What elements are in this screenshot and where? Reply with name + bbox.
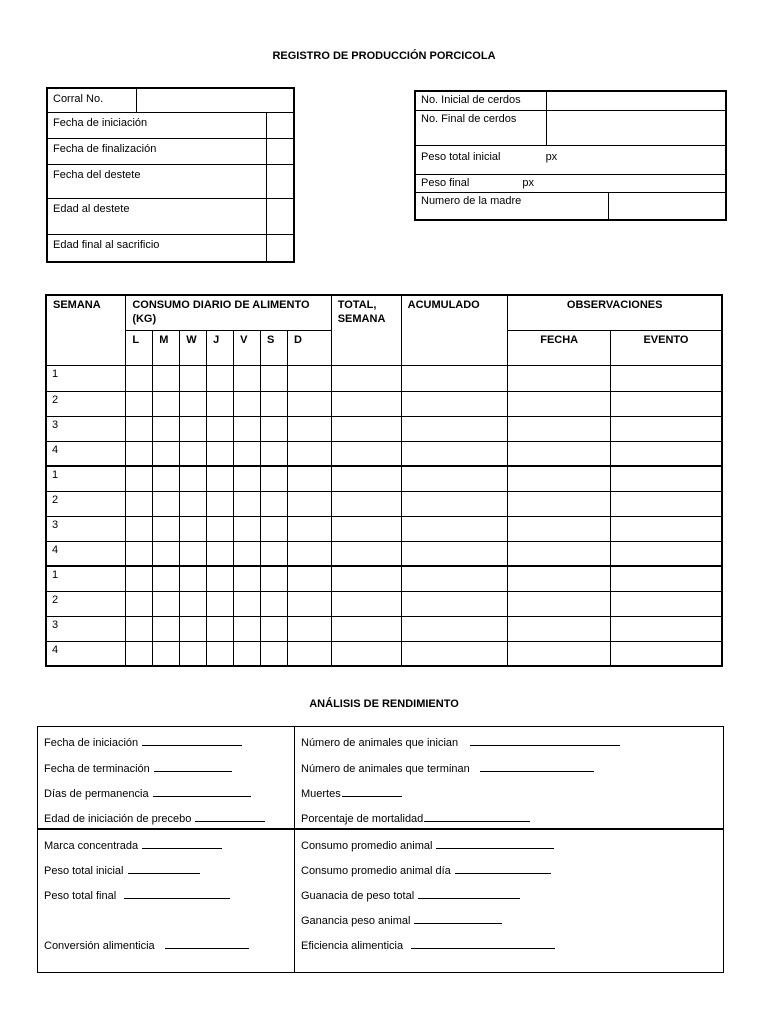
entry-cell[interactable] <box>126 466 153 491</box>
evento-header: EVENTO <box>610 330 722 365</box>
entry-cell[interactable] <box>287 416 331 441</box>
entry-cell[interactable] <box>331 641 401 666</box>
analysis-animales-inician-label: Número de animales que inician <box>301 737 459 749</box>
analysis-fecha-terminacion-label: Fecha de terminación <box>44 763 150 775</box>
peso-final-label: Peso final <box>421 176 470 189</box>
entry-cell[interactable] <box>508 416 611 441</box>
inicial-cerdos-label: No. Inicial de cerdos <box>415 91 547 110</box>
table-row <box>46 541 722 566</box>
entry-cell[interactable] <box>153 391 180 416</box>
entry-cell[interactable] <box>126 641 153 666</box>
entry-cell[interactable] <box>234 416 261 441</box>
fecha-finalizacion-label: Fecha de finalización <box>47 138 266 164</box>
analysis-guanacia-peso-total[interactable] <box>301 889 520 902</box>
fecha-finalizacion-value-cell[interactable] <box>266 138 294 164</box>
entry-cell[interactable] <box>401 391 508 416</box>
analysis-box <box>37 726 724 973</box>
entry-cell[interactable] <box>261 591 288 616</box>
week-number-cell: 2 <box>46 491 126 516</box>
analysis-marca-concentrada-label: Marca concentrada <box>44 840 139 852</box>
entry-cell[interactable] <box>261 516 288 541</box>
entry-cell[interactable] <box>331 416 401 441</box>
entry-cell[interactable] <box>508 441 611 466</box>
entry-cell[interactable] <box>287 441 331 466</box>
analysis-fecha-iniciacion-label: Fecha de iniciación <box>44 737 139 749</box>
entry-cell[interactable] <box>207 566 234 591</box>
entry-cell[interactable] <box>287 491 331 516</box>
entry-cell[interactable] <box>401 441 508 466</box>
day-header-j: J <box>207 330 234 365</box>
entry-cell[interactable] <box>261 641 288 666</box>
week-number-cell: 3 <box>46 516 126 541</box>
table-row <box>46 516 722 541</box>
page-title: REGISTRO DE PRODUCCIÓN PORCICOLA <box>272 50 496 62</box>
entry-cell[interactable] <box>401 491 508 516</box>
entry-cell[interactable] <box>207 641 234 666</box>
entry-cell[interactable] <box>610 541 722 566</box>
entry-cell[interactable] <box>234 541 261 566</box>
entry-cell[interactable] <box>207 616 234 641</box>
analysis-peso-total-final-label: Peso total final <box>44 890 117 902</box>
entry-cell[interactable] <box>287 516 331 541</box>
entry-cell[interactable] <box>180 416 207 441</box>
entry-cell[interactable] <box>126 541 153 566</box>
entry-cell[interactable] <box>287 391 331 416</box>
entry-cell[interactable] <box>180 441 207 466</box>
entry-cell[interactable] <box>153 491 180 516</box>
entry-cell[interactable] <box>234 365 261 391</box>
analysis-fecha-iniciacion[interactable] <box>44 736 242 749</box>
entry-cell[interactable] <box>508 466 611 491</box>
entry-cell[interactable] <box>331 616 401 641</box>
analysis-peso-total-inicial[interactable] <box>44 864 200 877</box>
entry-cell[interactable] <box>234 566 261 591</box>
analysis-porcentaje-mortalidad-label: Porcentaje de mortalidad <box>301 813 424 825</box>
entry-cell[interactable] <box>261 466 288 491</box>
analysis-edad-precebo-label: Edad de iniciación de precebo <box>44 813 192 825</box>
peso-final-cell[interactable] <box>415 174 726 192</box>
entry-cell[interactable] <box>401 541 508 566</box>
entry-cell[interactable] <box>401 616 508 641</box>
week-number-cell: 4 <box>46 541 126 566</box>
entry-cell[interactable] <box>401 466 508 491</box>
week-number-cell: 1 <box>46 466 126 491</box>
inicial-cerdos-value-cell[interactable] <box>547 91 727 110</box>
entry-cell[interactable] <box>331 466 401 491</box>
week-number-cell: 3 <box>46 616 126 641</box>
analysis-muertes[interactable] <box>301 787 402 800</box>
corral-value-cell[interactable] <box>137 88 295 112</box>
entry-cell[interactable] <box>126 365 153 391</box>
analysis-consumo-promedio-dia-label: Consumo promedio animal día <box>301 865 451 877</box>
entry-cell[interactable] <box>153 416 180 441</box>
entry-cell[interactable] <box>401 566 508 591</box>
analysis-eficiencia-alimenticia[interactable] <box>301 939 555 952</box>
entry-cell[interactable] <box>261 491 288 516</box>
entry-cell[interactable] <box>126 441 153 466</box>
analysis-ganancia-peso-animal-label: Ganancia peso animal <box>301 915 411 927</box>
entry-cell[interactable] <box>287 641 331 666</box>
fecha-header: FECHA <box>508 330 611 365</box>
entry-cell[interactable] <box>180 391 207 416</box>
entry-cell[interactable] <box>261 541 288 566</box>
entry-cell[interactable] <box>287 365 331 391</box>
analysis-porcentaje-mortalidad[interactable] <box>301 812 530 825</box>
entry-cell[interactable] <box>331 491 401 516</box>
entry-cell[interactable] <box>153 441 180 466</box>
peso-inicial-unit: px <box>545 150 558 163</box>
entry-cell[interactable] <box>234 466 261 491</box>
entry-cell[interactable] <box>331 516 401 541</box>
production-info-table <box>46 87 295 263</box>
entry-cell[interactable] <box>287 591 331 616</box>
entry-cell[interactable] <box>153 591 180 616</box>
week-number-cell: 1 <box>46 365 126 391</box>
entry-cell[interactable] <box>153 566 180 591</box>
entry-cell[interactable] <box>508 616 611 641</box>
entry-cell[interactable] <box>153 516 180 541</box>
week-number-cell: 4 <box>46 641 126 666</box>
entry-cell[interactable] <box>180 566 207 591</box>
table-row <box>46 616 722 641</box>
entry-cell[interactable] <box>207 391 234 416</box>
entry-cell[interactable] <box>207 591 234 616</box>
edad-sacrificio-label: Edad final al sacrificio <box>47 234 266 262</box>
entry-cell[interactable] <box>610 591 722 616</box>
entry-cell[interactable] <box>610 466 722 491</box>
entry-cell[interactable] <box>261 416 288 441</box>
edad-destete-value-cell[interactable] <box>266 198 294 234</box>
entry-cell[interactable] <box>153 641 180 666</box>
entry-cell[interactable] <box>126 616 153 641</box>
entry-cell[interactable] <box>508 491 611 516</box>
table-row <box>46 416 722 441</box>
analysis-consumo-promedio-dia[interactable] <box>301 864 551 877</box>
entry-cell[interactable] <box>331 441 401 466</box>
entry-cell[interactable] <box>234 391 261 416</box>
entry-cell[interactable] <box>207 491 234 516</box>
entry-cell[interactable] <box>126 566 153 591</box>
entry-cell[interactable] <box>508 391 611 416</box>
day-header-v: V <box>234 330 261 365</box>
analysis-edad-precebo[interactable] <box>44 812 265 825</box>
entry-cell[interactable] <box>331 541 401 566</box>
entry-cell[interactable] <box>508 516 611 541</box>
entry-cell[interactable] <box>508 566 611 591</box>
entry-cell[interactable] <box>180 541 207 566</box>
pig-count-table <box>414 90 727 221</box>
entry-cell[interactable] <box>234 491 261 516</box>
entry-cell[interactable] <box>331 391 401 416</box>
peso-inicial-label: Peso total inicial <box>421 150 501 163</box>
analysis-peso-total-inicial-label: Peso total inicial <box>44 865 124 877</box>
entry-cell[interactable] <box>261 616 288 641</box>
entry-cell[interactable] <box>401 516 508 541</box>
entry-cell[interactable] <box>180 591 207 616</box>
entry-cell[interactable] <box>508 641 611 666</box>
entry-cell[interactable] <box>180 365 207 391</box>
entry-cell[interactable] <box>234 616 261 641</box>
entry-cell[interactable] <box>207 441 234 466</box>
entry-cell[interactable] <box>508 365 611 391</box>
entry-cell[interactable] <box>610 566 722 591</box>
entry-cell[interactable] <box>234 441 261 466</box>
day-header-w: W <box>180 330 207 365</box>
madre-label: Numero de la madre <box>415 192 608 220</box>
consumo-header: CONSUMO DIARIO DE ALIMENTO (KG) <box>126 295 331 330</box>
entry-cell[interactable] <box>234 516 261 541</box>
entry-cell[interactable] <box>401 591 508 616</box>
entry-cell[interactable] <box>126 516 153 541</box>
weekly-consumption-table <box>45 294 723 667</box>
entry-cell[interactable] <box>261 391 288 416</box>
table-row <box>46 466 722 491</box>
entry-cell[interactable] <box>180 616 207 641</box>
entry-cell[interactable] <box>401 365 508 391</box>
entry-cell[interactable] <box>261 566 288 591</box>
entry-cell[interactable] <box>287 566 331 591</box>
madre-value-cell[interactable] <box>608 192 726 220</box>
day-header-l: L <box>126 330 153 365</box>
entry-cell[interactable] <box>207 516 234 541</box>
week-number-cell: 4 <box>46 441 126 466</box>
entry-cell[interactable] <box>234 591 261 616</box>
table-row <box>46 591 722 616</box>
analysis-eficiencia-alimenticia-label: Eficiencia alimenticia <box>301 940 404 952</box>
table-row <box>46 566 722 591</box>
corral-label: Corral No. <box>47 88 137 112</box>
table-row <box>46 391 722 416</box>
entry-cell[interactable] <box>126 391 153 416</box>
entry-cell[interactable] <box>508 591 611 616</box>
analysis-animales-terminan-label: Número de animales que terminan <box>301 763 470 775</box>
entry-cell[interactable] <box>287 616 331 641</box>
entry-cell[interactable] <box>610 616 722 641</box>
entry-cell[interactable] <box>153 616 180 641</box>
fecha-iniciacion-label: Fecha de iniciación <box>47 112 266 138</box>
edad-sacrificio-value-cell[interactable] <box>266 234 294 262</box>
entry-cell[interactable] <box>261 441 288 466</box>
week-number-cell: 1 <box>46 566 126 591</box>
entry-cell[interactable] <box>207 416 234 441</box>
entry-cell[interactable] <box>126 416 153 441</box>
entry-cell[interactable] <box>126 491 153 516</box>
entry-cell[interactable] <box>610 516 722 541</box>
entry-cell[interactable] <box>401 641 508 666</box>
entry-cell[interactable] <box>153 365 180 391</box>
analysis-ganancia-peso-animal[interactable] <box>301 914 502 927</box>
entry-cell[interactable] <box>180 641 207 666</box>
final-cerdos-value-cell[interactable] <box>547 110 727 145</box>
day-header-s: S <box>261 330 288 365</box>
entry-cell[interactable] <box>508 541 611 566</box>
day-header-d: D <box>287 330 331 365</box>
analysis-marca-concentrada[interactable] <box>44 839 222 852</box>
entry-cell[interactable] <box>261 365 288 391</box>
entry-cell[interactable] <box>610 491 722 516</box>
analysis-consumo-promedio-label: Consumo promedio animal <box>301 840 433 852</box>
table-row <box>46 365 722 391</box>
fecha-iniciacion-value-cell[interactable] <box>266 112 294 138</box>
fecha-destete-label: Fecha del destete <box>47 164 266 198</box>
entry-cell[interactable] <box>331 591 401 616</box>
acumulado-header: ACUMULADO <box>401 295 508 365</box>
edad-destete-label: Edad al destete <box>47 198 266 234</box>
entry-cell[interactable] <box>610 441 722 466</box>
analysis-muertes-label: Muertes <box>301 788 341 800</box>
analysis-guanacia-peso-total-label: Guanacia de peso total <box>301 890 415 902</box>
entry-cell[interactable] <box>180 466 207 491</box>
table-row <box>46 641 722 666</box>
peso-inicial-cell[interactable] <box>415 145 726 174</box>
table-row <box>46 441 722 466</box>
analysis-dias-permanencia-label: Días de permanencia <box>44 788 149 800</box>
day-header-m: M <box>153 330 180 365</box>
week-number-cell: 3 <box>46 416 126 441</box>
entry-cell[interactable] <box>610 391 722 416</box>
entry-cell[interactable] <box>180 491 207 516</box>
entry-cell[interactable] <box>401 416 508 441</box>
week-number-cell: 2 <box>46 391 126 416</box>
total-semana-header: TOTAL, SEMANA <box>331 295 401 365</box>
entry-cell[interactable] <box>126 591 153 616</box>
entry-cell[interactable] <box>234 641 261 666</box>
analysis-fecha-terminacion[interactable] <box>44 762 232 775</box>
final-cerdos-label: No. Final de cerdos <box>415 110 547 145</box>
entry-cell[interactable] <box>287 541 331 566</box>
analysis-animales-terminan[interactable] <box>301 762 594 775</box>
entry-cell[interactable] <box>331 566 401 591</box>
entry-cell[interactable] <box>207 541 234 566</box>
analysis-title: ANÁLISIS DE RENDIMIENTO <box>309 698 459 710</box>
analysis-consumo-promedio[interactable] <box>301 839 554 852</box>
week-number-cell: 2 <box>46 591 126 616</box>
entry-cell[interactable] <box>207 466 234 491</box>
entry-cell[interactable] <box>287 466 331 491</box>
entry-cell[interactable] <box>180 516 207 541</box>
analysis-peso-total-final[interactable] <box>44 889 230 902</box>
observaciones-header: OBSERVACIONES <box>508 295 722 330</box>
table-row <box>46 491 722 516</box>
semana-header: SEMANA <box>46 295 126 365</box>
analysis-conversion-alimenticia[interactable] <box>44 939 249 952</box>
entry-cell[interactable] <box>610 365 722 391</box>
analysis-animales-inician[interactable] <box>301 736 620 749</box>
entry-cell[interactable] <box>207 365 234 391</box>
fecha-destete-value-cell[interactable] <box>266 164 294 198</box>
entry-cell[interactable] <box>153 466 180 491</box>
entry-cell[interactable] <box>610 641 722 666</box>
entry-cell[interactable] <box>331 365 401 391</box>
peso-final-unit: px <box>522 176 534 189</box>
analysis-conversion-alimenticia-label: Conversión alimenticia <box>44 940 155 952</box>
entry-cell[interactable] <box>153 541 180 566</box>
analysis-dias-permanencia[interactable] <box>44 787 251 800</box>
entry-cell[interactable] <box>610 416 722 441</box>
